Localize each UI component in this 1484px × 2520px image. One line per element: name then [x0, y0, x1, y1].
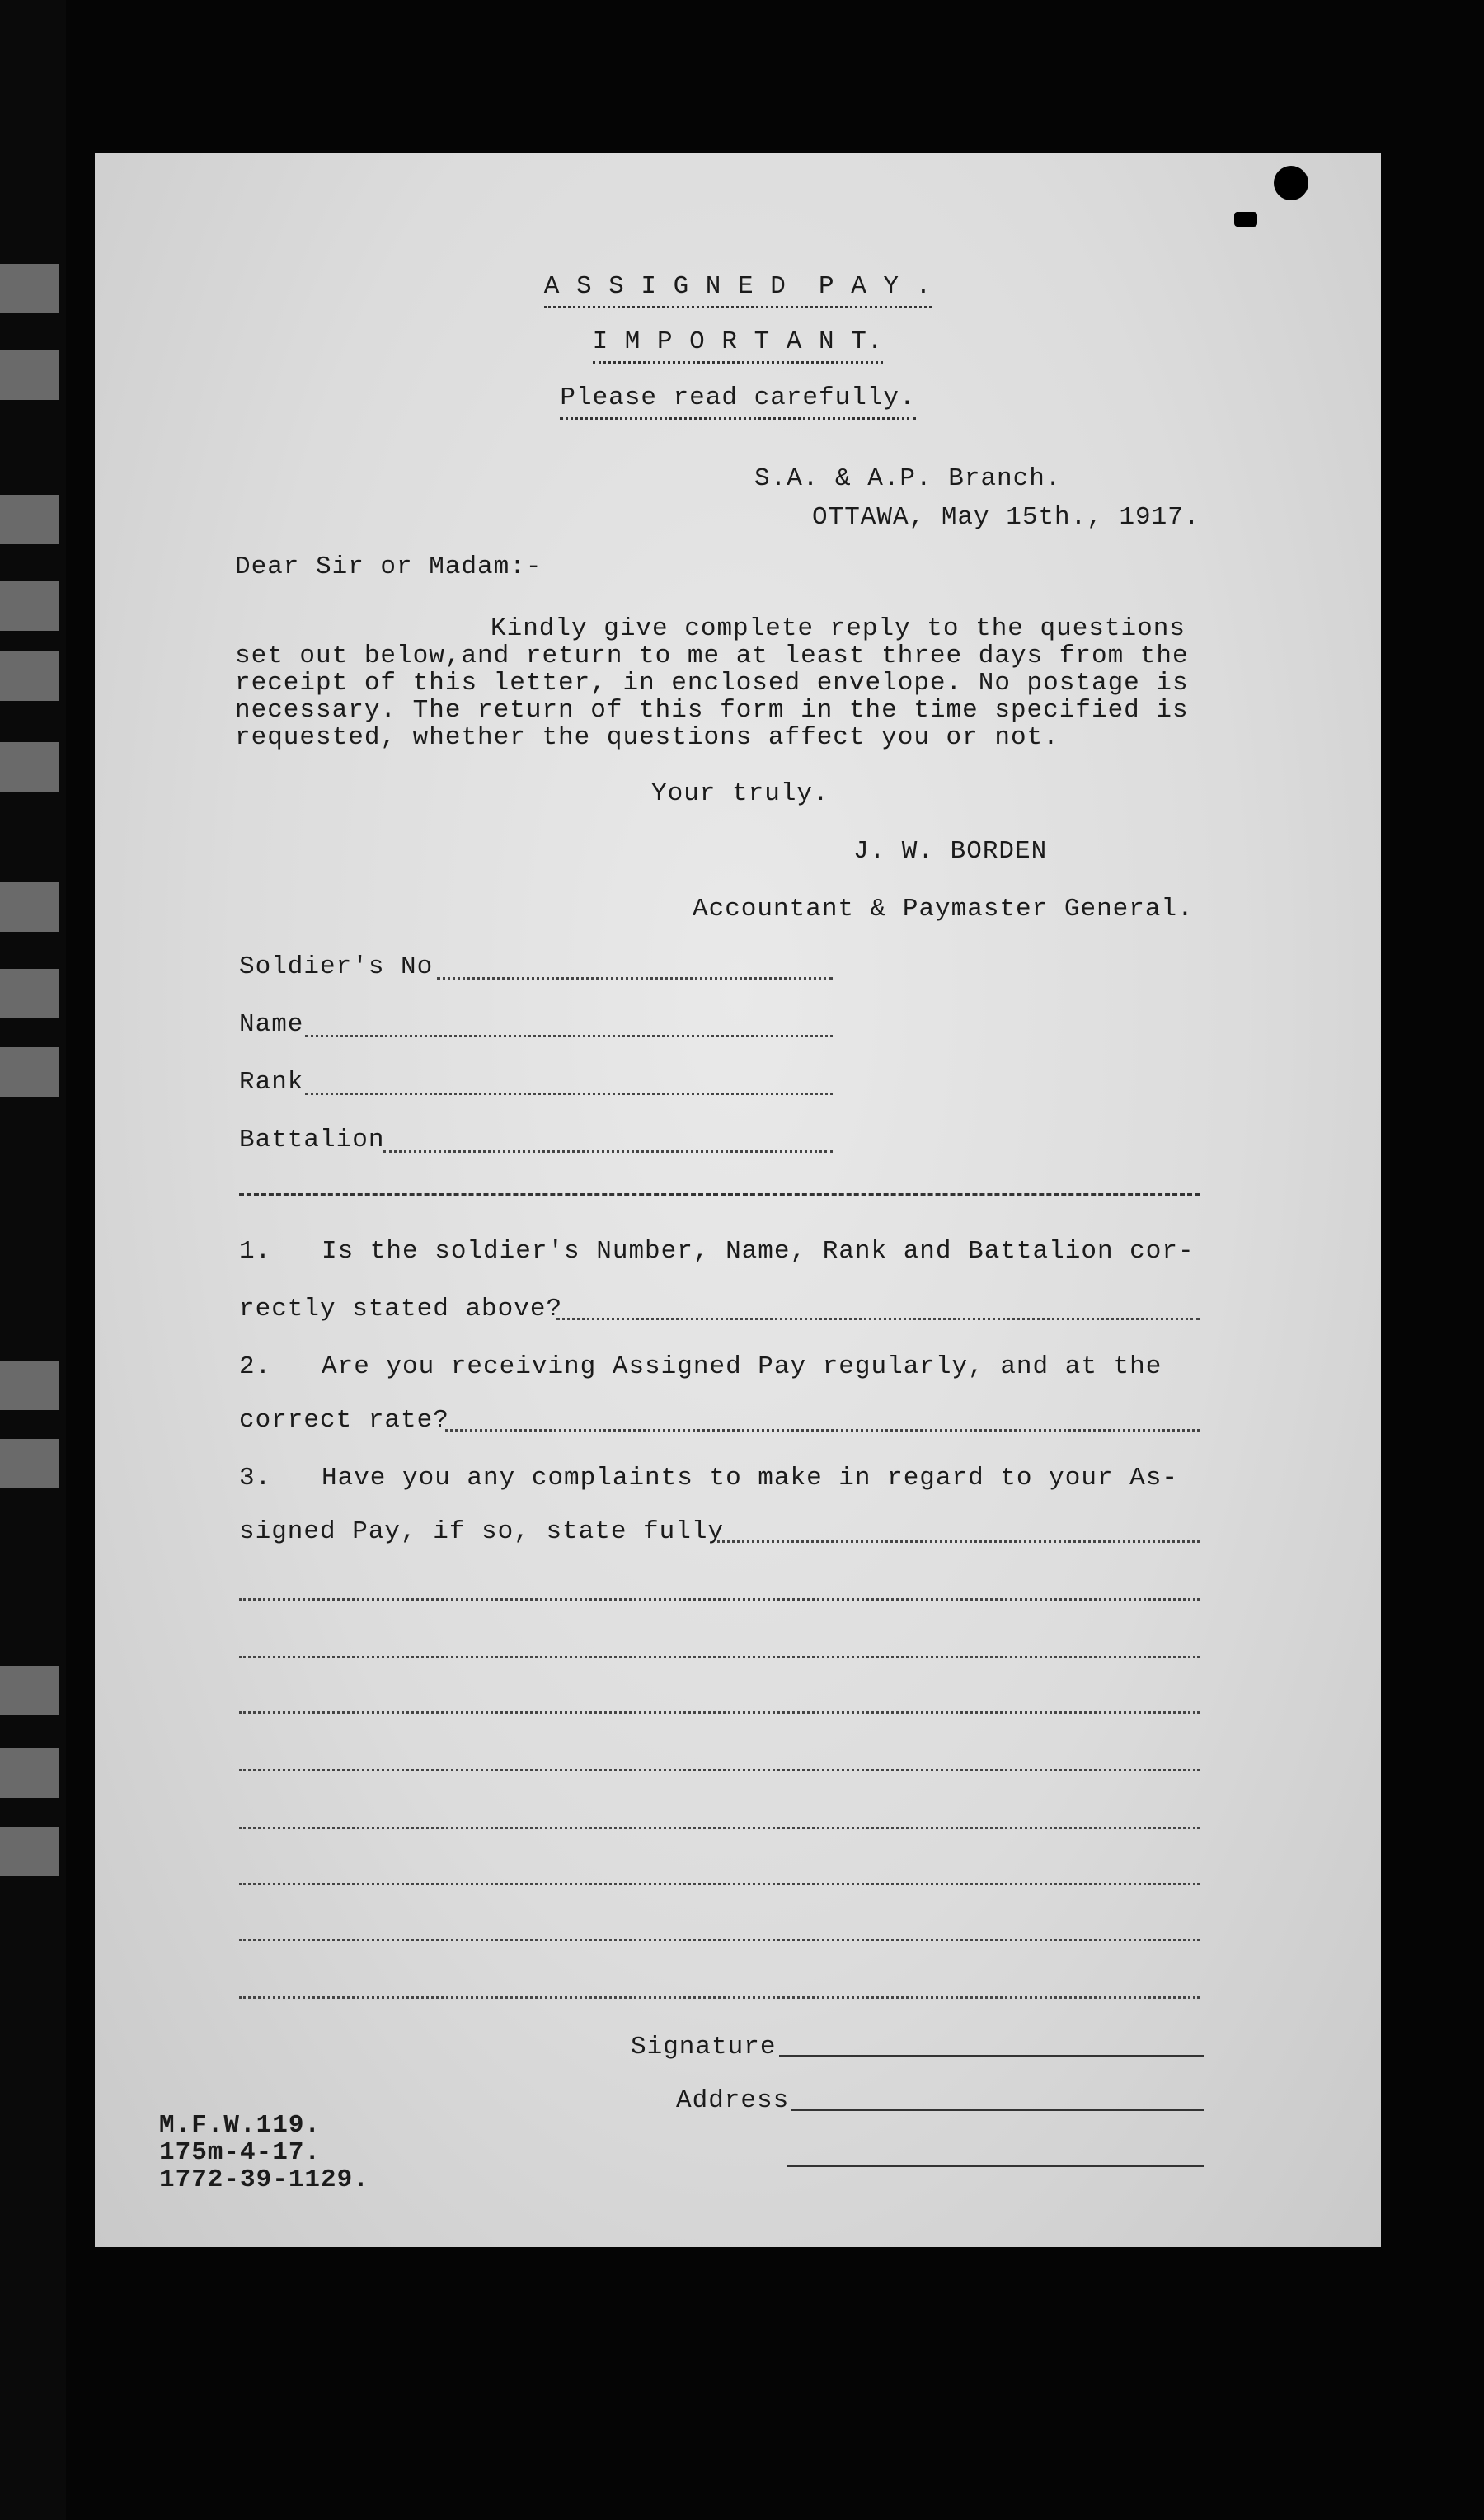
body-line: set out below,and return to me at least three days from the	[235, 642, 1189, 670]
film-hole	[0, 742, 59, 792]
answer-3-field[interactable]	[717, 1540, 1200, 1543]
salutation: Dear Sir or Madam:-	[235, 552, 542, 581]
answer-line[interactable]	[239, 1711, 1200, 1714]
soldier-no-label: Soldier's No	[239, 952, 434, 981]
film-hole	[0, 1827, 59, 1876]
answer-line[interactable]	[239, 1656, 1200, 1658]
name-field[interactable]	[305, 1035, 833, 1037]
body-line: receipt of this letter, in enclosed envelope. No postage is	[235, 669, 1189, 698]
important-heading: I M P O R T A N T.	[593, 327, 884, 364]
film-hole	[0, 1666, 59, 1715]
question-text: rectly stated above?	[239, 1295, 563, 1323]
answer-1-field[interactable]	[556, 1318, 1200, 1320]
film-hole	[0, 1047, 59, 1097]
answer-line[interactable]	[239, 1827, 1200, 1829]
rank-field[interactable]	[305, 1093, 833, 1095]
film-hole	[0, 264, 59, 313]
signatory-title: Accountant & Paymaster General.	[693, 895, 1194, 924]
answer-line[interactable]	[239, 1996, 1200, 1999]
address-field[interactable]	[791, 2109, 1204, 2111]
date-line: OTTAWA, May 15th., 1917.	[812, 503, 1200, 532]
soldier-no-field[interactable]	[437, 977, 833, 980]
question-text: correct rate?	[239, 1406, 449, 1435]
ink-mark	[1234, 212, 1257, 227]
answer-2-field[interactable]	[445, 1429, 1200, 1432]
branch-line: S.A. & A.P. Branch.	[754, 464, 1062, 493]
answer-line[interactable]	[239, 1598, 1200, 1601]
film-strip-edge	[0, 0, 66, 2520]
signature-field[interactable]	[779, 2055, 1204, 2057]
form-code: M.F.W.119.	[159, 2111, 322, 2140]
film-hole	[0, 581, 59, 631]
battalion-label: Battalion	[239, 1126, 385, 1154]
film-hole	[0, 1748, 59, 1798]
film-hole	[0, 495, 59, 544]
film-hole	[0, 1361, 59, 1410]
question-number: 2.	[239, 1352, 272, 1381]
name-label: Name	[239, 1010, 304, 1039]
question-text: Are you receiving Assigned Pay regularly, and at the	[322, 1352, 1162, 1381]
question-text: Is the soldier's Number, Name, Rank and Battalion cor-	[322, 1237, 1195, 1266]
closing: Your truly.	[651, 779, 829, 808]
document-page	[95, 153, 1381, 2247]
film-hole	[0, 969, 59, 1018]
answer-line[interactable]	[239, 1883, 1200, 1885]
punch-hole	[1274, 166, 1308, 200]
body-line: Kindly give complete reply to the questions	[491, 614, 1186, 643]
film-hole	[0, 1439, 59, 1488]
form-code: 1772-39-1129.	[159, 2165, 369, 2194]
question-number: 3.	[239, 1464, 272, 1493]
read-carefully: Please read carefully.	[560, 383, 915, 420]
form-code: 175m-4-17.	[159, 2138, 322, 2167]
rank-label: Rank	[239, 1068, 304, 1097]
body-line: requested, whether the questions affect you or not.	[235, 723, 1059, 752]
question-text: signed Pay, if so, state fully	[239, 1517, 725, 1546]
answer-line[interactable]	[239, 1769, 1200, 1771]
body-line: necessary. The return of this form in the time specified is	[235, 696, 1189, 725]
address-field-line-2[interactable]	[787, 2165, 1204, 2167]
section-divider	[239, 1193, 1200, 1196]
film-hole	[0, 882, 59, 932]
answer-line[interactable]	[239, 1939, 1200, 1941]
signatory-name: J. W. BORDEN	[853, 837, 1048, 866]
question-number: 1.	[239, 1237, 272, 1266]
address-label: Address	[676, 2086, 790, 2115]
battalion-field[interactable]	[383, 1150, 833, 1153]
form-title: A S S I G N E D P A Y .	[544, 272, 932, 308]
signature-label: Signature	[631, 2033, 777, 2062]
question-text: Have you any complaints to make in regard to your As-	[322, 1464, 1178, 1493]
film-hole	[0, 651, 59, 701]
film-hole	[0, 350, 59, 400]
